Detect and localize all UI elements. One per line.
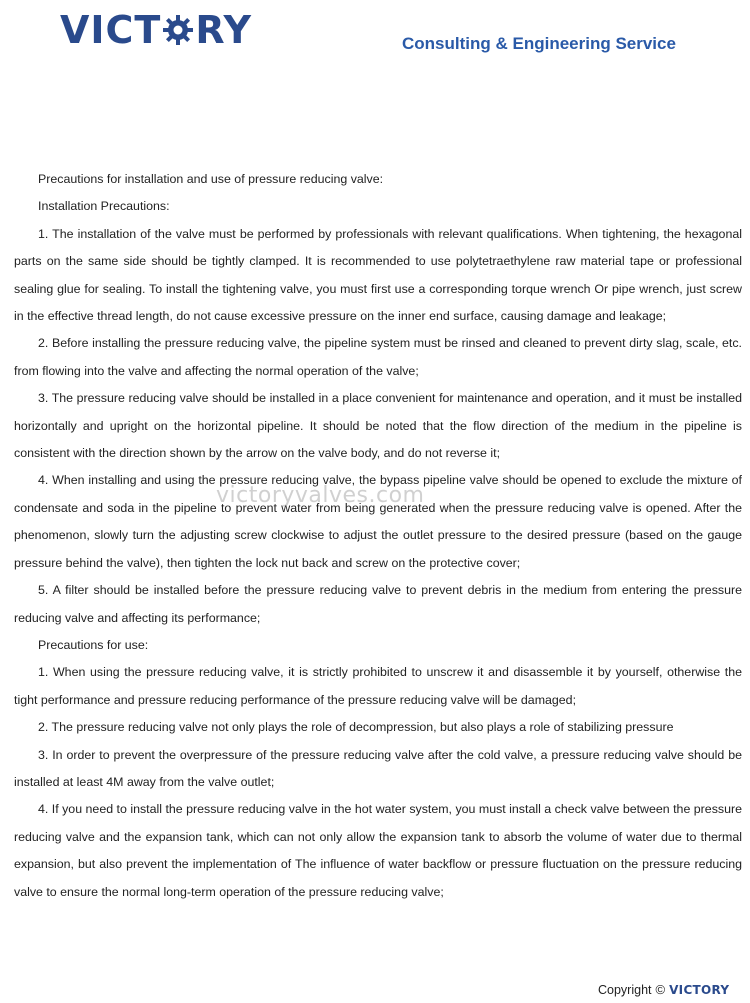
installation-heading: Installation Precautions: — [38, 199, 170, 214]
use-item-3: 3. In order to prevent the overpressure of the pressure reducing valve after the cold valve, a pressure reducing valve should be installed at least 4M away from the valve outlet; — [14, 747, 742, 789]
installation-item-3: 3. The pressure reducing valve should be installed in a place convenient for maintenance and operation, and it must be installed horizontally and upright on the horizontal pipeline. It should be noted that the flow direction of the medium in the pipeline is consistent with the direction shown by the arrow on the valve body, and do not reverse it; — [14, 391, 742, 461]
footer-brand: VICTORY — [669, 982, 730, 997]
use-heading: Precautions for use: — [38, 637, 149, 652]
copyright-symbol: © — [655, 982, 666, 997]
installation-item-4: 4. When installing and using the pressure reducing valve, the bypass pipeline valve should be opened to exclude the mixture of condensate and soda in the pipeline to prevent water from being generated when the pressure reducing valve is opened. After the phenomenon, slowly turn the adjusting screw clockwise to adjust the outlet pressure to the desired pressure (based on the gauge pressure behind the valve), then tighten the lock nut back and screw on the protective cover; — [14, 473, 742, 570]
installation-item-2: 2. Before installing the pressure reducing valve, the pipeline system must be rinsed and cleaned to prevent dirty slag, scale, etc. from flowing into the valve and affecting the normal operation of the valve; — [14, 336, 742, 378]
installation-item-5: 5. A filter should be installed before the pressure reducing valve to prevent debris in the medium from entering the pressure reducing valve and affecting its performance; — [14, 583, 742, 625]
document-title: Precautions for installation and use of pressure reducing valve: — [38, 172, 384, 186]
gear-icon — [162, 14, 194, 46]
footer-copyright — [598, 982, 729, 997]
copyright-label: Copyright — [598, 982, 652, 997]
tagline: Consulting & Engineering Service — [402, 34, 676, 53]
installation-item-1: 1. The installation of the valve must be performed by professionals with relevant qualifications. When tightening, the hexagonal parts on the same side should be tightly clamped. It is recommended to use polytetraethylene raw material tape or professional sealing glue for sealing. To install the tightening valve, you must first use a corresponding torque wrench Or pipe wrench, just screw in the effective thread length, do not cause excessive pressure on the inner end surface, causing damage and leakage; — [14, 226, 742, 324]
victory-logo — [60, 8, 252, 52]
watermark: victoryvalves.com — [216, 483, 425, 508]
logo-text-start: VICT — [60, 8, 162, 52]
use-item-4: 4. If you need to install the pressure reducing valve in the hot water system, you must install a check valve between the pressure reducing valve and the expansion tank, which can not only allow the expansion tank to absorb the volume of water due to thermal expansion, but also prevent the implementation of The influence of water backflow or pressure fluctuation on the pressure reducing valve to ensure the normal long-term operation of the pressure reducing valve; — [14, 802, 742, 899]
logo-text-end: RY — [195, 8, 253, 52]
use-item-2: 2. The pressure reducing valve not only plays the role of decompression, but also plays a role of stabilizing pressure — [38, 720, 674, 735]
document-body — [14, 166, 742, 906]
use-item-1: 1. When using the pressure reducing valve, it is strictly prohibited to unscrew it and disassemble it by yourself, otherwise the tight performance and pressure reducing performance of the pressure reducing valve will be damaged; — [14, 665, 742, 707]
